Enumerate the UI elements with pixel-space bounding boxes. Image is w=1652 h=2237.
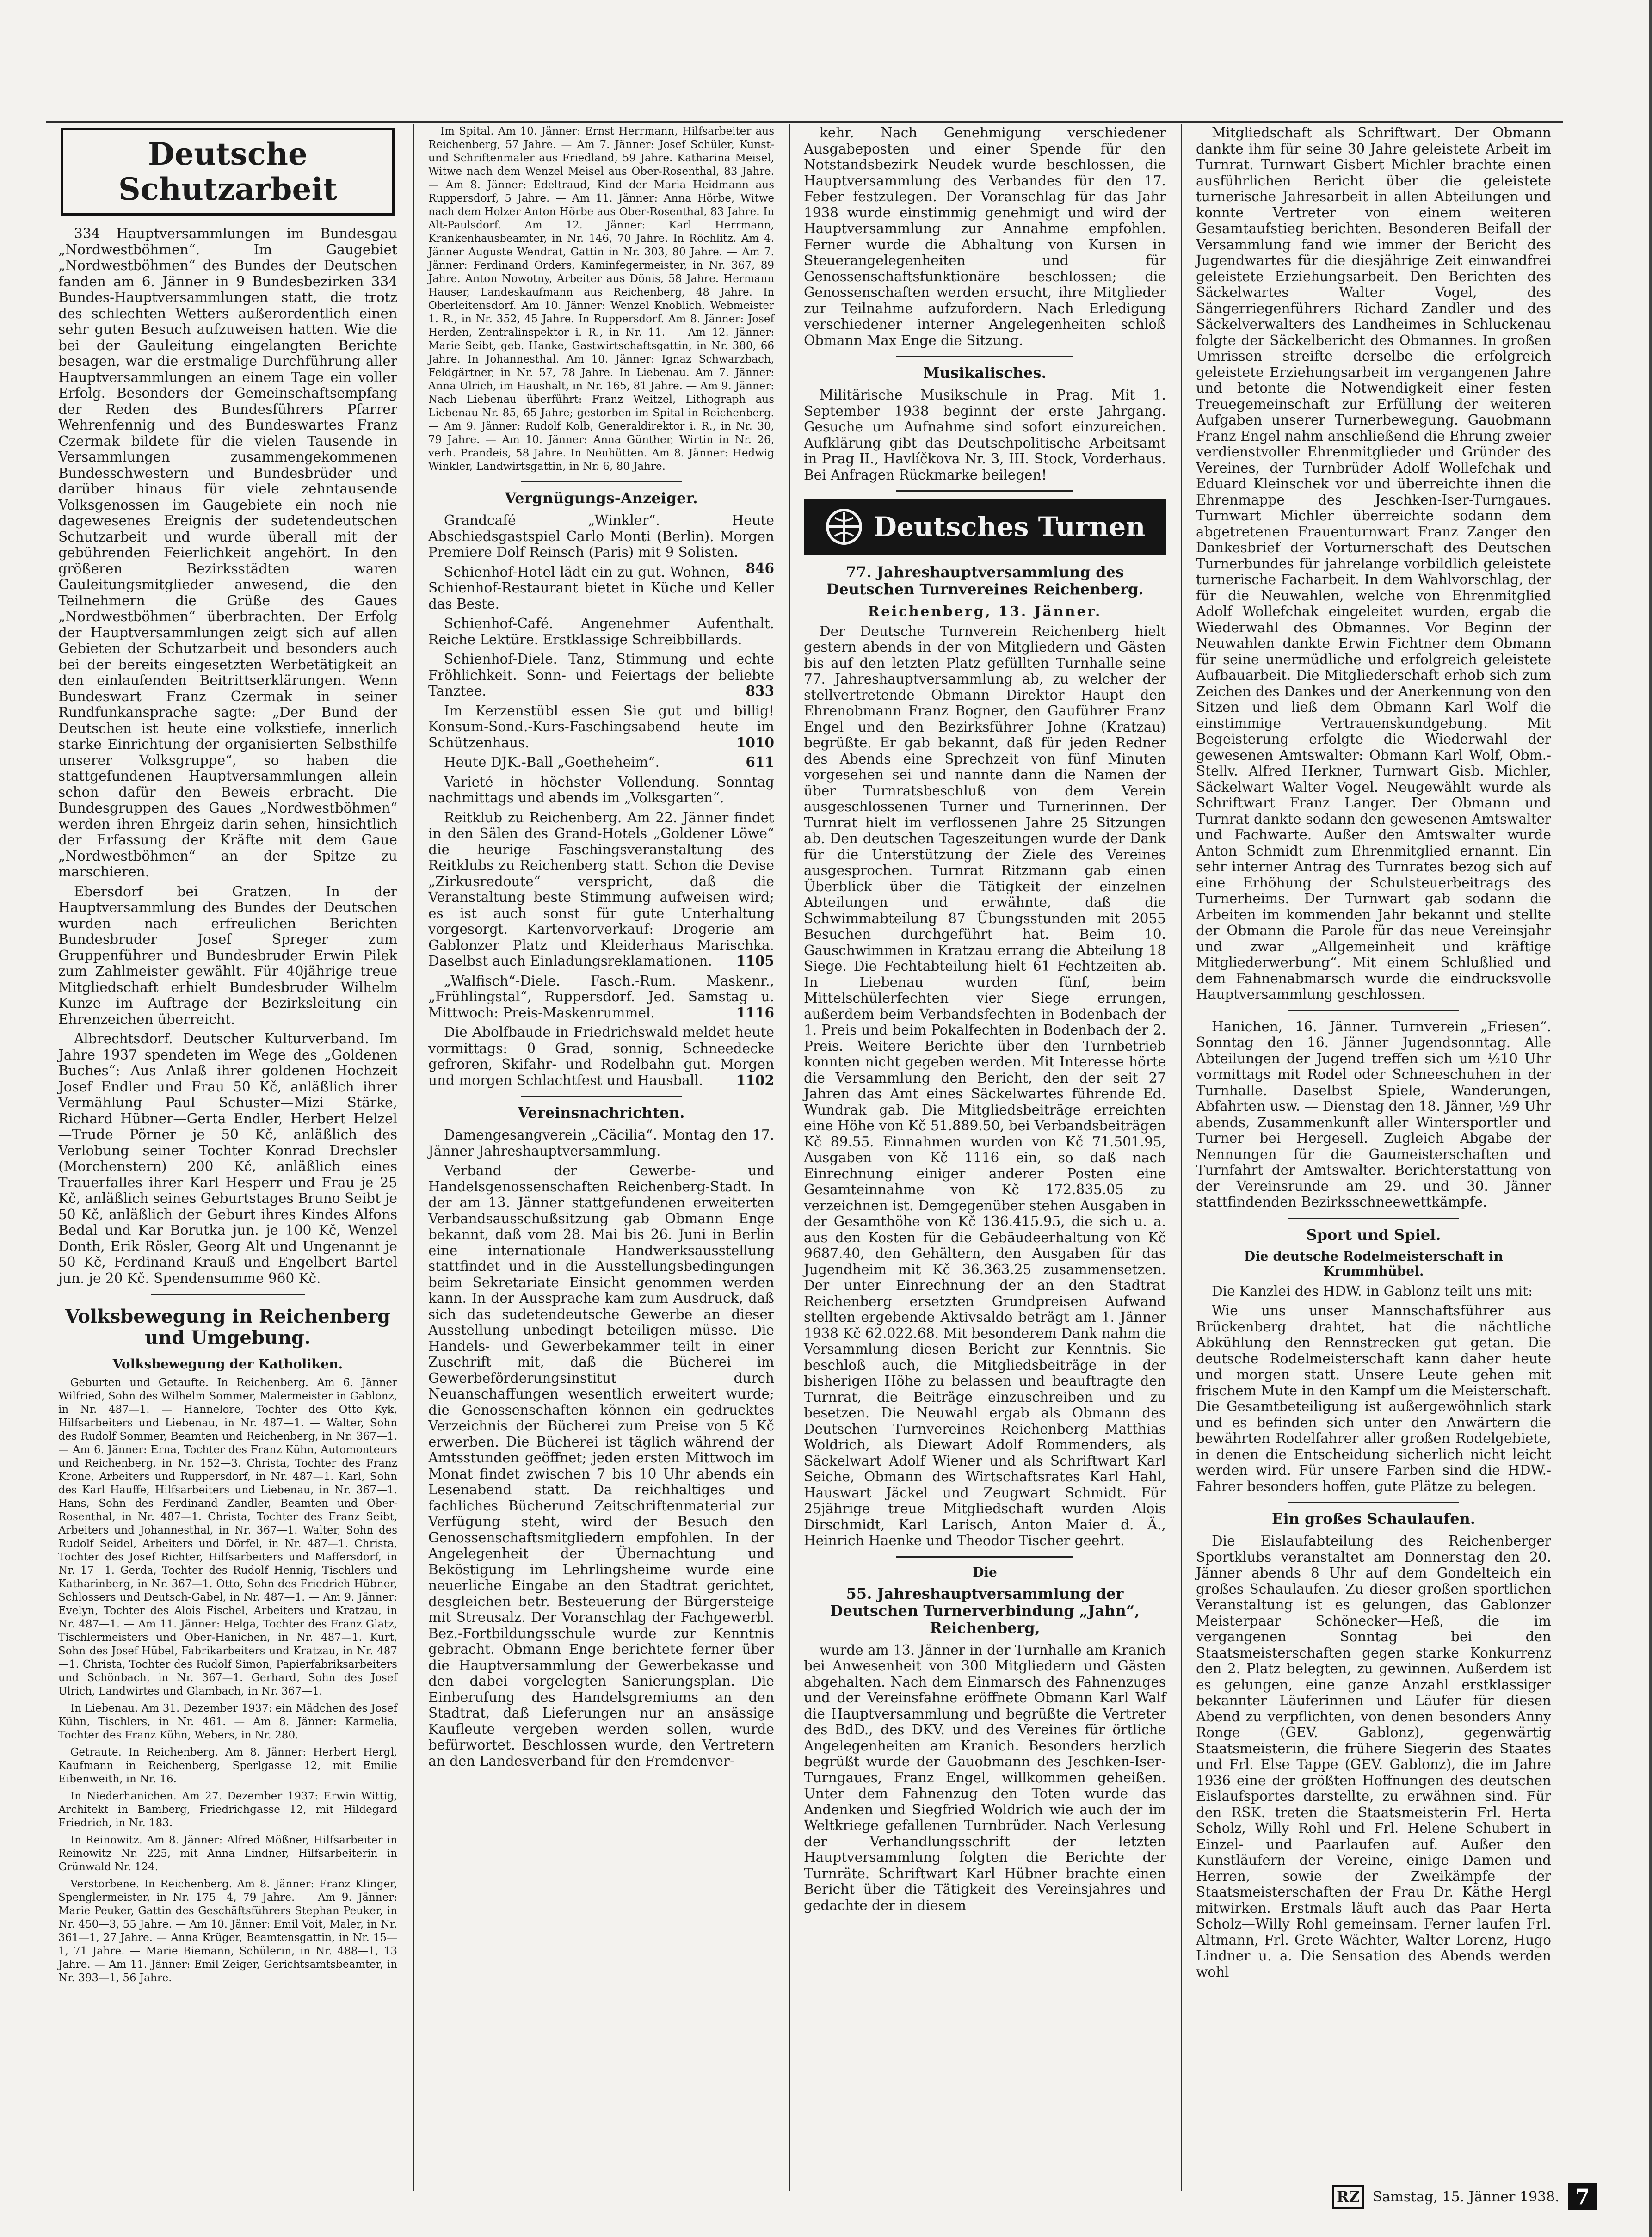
ad-text: Schienhof-Café. Angenehmer Aufenthalt. Reiche Lektüre. Erstklassige Schreibbillards. [428, 616, 774, 647]
column-4 [1184, 125, 1563, 2178]
ad-number: 611 [746, 754, 774, 770]
page-number: 7 [1568, 2183, 1597, 2210]
list-liebenau: In Liebenau. Am 31. Dezember 1937: ein Mädchen des Josef Kühn, Tischlers, in Nr. 461. — Am 8. Jänner: Karmelia, Tochter des Franz Kühn, Webers, in Nr. 280. [58, 1702, 397, 1741]
turner-cross-icon [825, 507, 863, 546]
heading-rodelmeisterschaft: Die deutsche Rodelmeisterschaft in Krummhübel. [1244, 1248, 1504, 1279]
subheading-katholiken: Volksbewegung der Katholiken. [112, 1356, 343, 1372]
page-edge [1649, 0, 1652, 2237]
column-3 [792, 125, 1178, 2183]
ad-number: 846 [746, 560, 774, 576]
ad-number: 1116 [736, 1004, 774, 1021]
divider [151, 1294, 305, 1295]
ad-text: Schienhof-Hotel lädt ein zu gut. Wohnen, Schienhof-Restaurant bietet in Küche und Keller das Beste. [428, 564, 774, 612]
column-2 [416, 125, 786, 2183]
column-divider-3 [1181, 124, 1182, 2191]
column-divider-2 [789, 124, 790, 2191]
divider [896, 490, 1073, 492]
footer-date: Samstag, 15. Jänner 1938. [1372, 2188, 1560, 2205]
heading-volksbewegung: Volksbewegung in Reichenberg und Umgebung. [65, 1306, 391, 1349]
article-jahn-cont: Mitgliedschaft als Schriftwart. Der Obmann dankte ihm für seine 30 Jahre geleistete Arbeit im Turnrat. Turnwart Gisbert Michler brachte einen ausführlichen Bericht über die geleistete turnerische Jahresarbeit in allen Abteilungen und konnte Vertreter von einem weiteren Gesamtaufstieg berichten. Besonderen Beifall der Versammlung fand wie immer der Bericht des Jugendwartes für die diesjährige Zeit einwandfrei geleistete Erziehungsarbeit. Den Berichten des Säckelwartes Walter Vogel, des Sängerriegenführers Richard Zandler und des Säckelverwalters des Landheimes in Schluckenau folgte der Säckelbericht des Obmannes. In großen Umrissen streifte derselbe die erfolgreich geleistete Erziehungsarbeit im vergangenen Jahre und betonte die Notwendigkeit einer festen Treuegemeinschaft zur Erfüllung der weiteren Aufgaben unserer Turnerbewegung. Gauobmann Franz Engel nahm anschließend die Ehrung zweier verdienstvoller Ehrenmitglieder und Gründer des Vereines, der Turnbrüder Adolf Wollefchak und Eduard Kleinschek vor und überreichte ihnen die Ehrenmappe des Jeschken-Iser-Turngaues. Turnwart Michler überreichte sodann dem abgetretenen Frauenturnwart Franz Zanger den Dankesbrief der Vorturnerschaft des Deutschen Turnerbundes für jahrelange vorbildlich geleistete turnerische Facharbeit. In dem Wahlvorschlag, der für die Neuwahlen, welche von Ehrenmitglied Adolf Wollefchak eingeleitet wurden, ergab die Wiederwahl des Obmannes. Vor Beginn der Neuwahlen dankte Erwin Fichtner dem Obmann für seine unermüdliche und erfolgreich geleistete Aufbauarbeit. Die Mitgliederschaft erhob sich zum Zeichen des Dankes und der Anerkennung von den Sitzen und ließ dem Obmann Karl Wolf die einstimmige Vertrauenskundgebung. Mit Begeisterung erfolgte die Wiederwahl der gewesenen Amtswalter: Obmann Karl Wolf, Obm.-Stellv. Alfred Herkner, Turnwart Gisb. Michler, Säckelwart Walter Vogel. Neugewählt wurde als Schriftwart Franz Langer. Der Obmann und Turnrat dankte sodann den gewesenen Amtswalter und Fachwarte. Außer den Amtswalter wurde Anton Schmidt zum Ehrenmitglied ernannt. Ein sehr interner Antrag des Turnrates bezog sich auf eine Erhöhung der Schulsteuerbeitrags des Turnerheims. Der Turnwart gab sodann die Arbeiten im kommenden Jahr bekannt und stellte der Obmann die Parole für das neue Vereinsjahr und zwar „Allgemeinheit und kräftige Mitgliederwerbung“. Mit einem Schlußlied und dem Fahnenabmarsch wurde die eindrucksvolle Hauptversammlung geschlossen. [1196, 125, 1551, 1002]
divider [521, 1096, 682, 1097]
article-musikschule: Militärische Musikschule in Prag. Mit 1. September 1938 beginnt der erste Jahrgang. Gesuche um Aufnahme sind sofort einzureichen. Aufklärung gibt das Deutschpolitische Arbeitsamt in Prag II., Havlíčkova Nr. 3, III. Stock, Vorderhaus. Bei Anfragen Rückmarke beilegen! [804, 387, 1166, 483]
article-jahn: wurde am 13. Jänner in der Turnhalle am Kranich bei Anwesenheit von 300 Mitgliedern und Gästen abgehalten. Nach dem Einmarsch des Fahnenzuges und der Vereinsfahne eröffnete Obmann Karl Walf die Hauptversammlung und begrüßte die Vertreter des BdD., des DKV. und des Vereines für örtliche Angelegenheiten am Kranich. Besonders herzlich begrüßt wurde der Gauobmann des Jeschken-Iser-Turngaues, Franz Engel, willkommen geheißen. Unter dem Fahnenzug den Toten wurde das Andenken und Siegfried Woldrich wie auch der im Weltkriege gefallenen Turnbrüder. Nach Verlesung der Verhandlungsschrift der letzten Hauptversammlung folgten die Berichte der Turnräte. Schriftwart Karl Hübner brachte einen Bericht über die Tätigkeit des Vereinsjahres und gedachte der in diesem [804, 1642, 1166, 1913]
ad-item [428, 1024, 774, 1088]
ad-text: Grandcafé „Winkler“. Heute Abschiedsgastspiel Carlo Monti (Berlin). Morgen Premiere Dolf Reinsch (Paris) mit 9 Solisten. [428, 512, 774, 560]
article-caecilia: Damengesangverein „Cäcilia“. Montag den 17. Jänner Jahreshauptversammlung. [428, 1127, 774, 1159]
heading-die: Die [973, 1564, 997, 1580]
dateline: Reichenberg, 13. Jänner. [868, 603, 1102, 619]
article-rodel: Wie uns unser Mannschaftsführer aus Brückenberg drahtet, hat die nächtliche Abkühlung den Rennstrecken gut getan. Die deutsche Rodelmeisterschaft kann daher heute und morgen statt. Unsere Leute gehen mit frischem Mute in den Kampf um die Meisterschaft. Die Gesamtbeteiligung ist außergewöhnlich stark und es befinden sich unter den Anwärtern die bewährten Rodelfahrer aller großen Rodelgebiete, in denen die Entscheidung sicherlich nicht leicht werden wird. Für unsere Farben sind die HDW.-Fahrer besonders hoffen, gute Plätze zu belegen. [1196, 1303, 1551, 1494]
article-gewerbe-cont: kehr. Nach Genehmigung verschiedener Ausgabeposten und einer Spende für den Notstandsbezirk Neudek wurde beschlossen, die Hauptversammlung des Verbandes für den 17. Feber festzulegen. Der Voranschlag für das Jahr 1938 wurde einstimmig genehmigt und wird der Hauptversammlung zur Annahme empfohlen. Ferner wurde die Abhaltung von Kursen in Steuerangelegenheiten und für Genossenschaftsfunktionäre beschlossen; die Genossenschaften werden ersucht, ihre Mitglieder zur Teilnahme aufzufordern. Nach Erledigung verschiedener interner Angelegenheiten schloß Obmann Max Enge die Sitzung. [804, 125, 1166, 348]
article-hauptversammlungen: 334 Hauptversammlungen im Bundesgau „Nordwestböhmen“. Im Gaugebiet „Nordwestböhmen“ des Bundes der Deutschen fanden am 6. Jänner in 9 Bundesbezirken 334 Bundes-Hauptversammlungen statt, die trotz des schlechten Wetters außerordentlich einen sehr guten Besuch aufzuweisen hatten. Wie die bei der Gauleitung eingelangten Berichte besagen, war die erstmalige Durchführung aller Hauptversammlungen an einem Tage ein voller Erfolg. Besonders der Gemeinschaftsempfang der Reden des Bundesführers Pfarrer Wehrenfennig und des Bundeswartes Franz Czermak bildete für die vielen Tausende in Versammlungen zusammengekommenen Bundesschwestern und Bundesbrüder und darüber hinaus für viele zehntausende Volksgenossen im Gaugebiete ein noch nie dagewesenes Ereignis der sudetendeutschen Schutzarbeit und wurde überall mit der gebührenden Feierlichkeit angehört. In den größeren Bezirksstädten waren Gauleitungsmitglieder anwesend, die den Teilnehmern die Grüße des Gaues „Nordwestböhmen“ überbrachten. Der Erfolg der Hauptversammlungen zeigt sich auf allen Gebieten der Schutzarbeit und besonders auch bei der bereits eingesetzten Werbetätigkeit an den einlaufenden Beitrittserklärungen. Wenn Bundeswart Franz Czermak in seiner Rundfunkansprache sagte: „Der Bund der Deutschen ist heute eine volkstiefe, innerlich starke Einrichtung der organisierten Selbsthilfe unserer Volksgruppe“, so haben die stattgefundenen Hauptversammlungen allein schon dafür den Beweis erbracht. Die Bundesgruppen des Gaues „Nordwestböhmen“ werden ihren Ehrgeiz darin sehen, hinsichtlich der Erfassung der Kräfte mit dem Gaue „Nordwestböhmen“ an der Spitze zu marschieren. [58, 226, 397, 880]
article-schaulaufen: Die Eislaufabteilung des Reichenberger Sportklubs veranstaltet am Donnerstag den 20. Jänner abends 8 Uhr auf dem Gondelteich ein großes Schaulaufen. Zu dieser großen sportlichen Veranstaltung ist es gelungen, das Gablonzer Meisterpaar Schönecker—Heß, die im vergangenen Sonntag bei den Staatsmeisterschaften gegen starke Konkurrenz den 2. Platz belegten, zu gewinnen. Außerdem ist es gelungen, eine ganze Anzahl erstklassiger bekannter Läuferinnen und Läufer für diesen Abend zu verpflichten, von denen besonders Anny Ronge (GEV. Gablonz), gegenwärtig Staatsmeisterin, die frühere Siegerin des Staates und Frl. Else Tappe (GEV. Gablonz), die im Jahre 1936 eine der größten Hoffnungen des deutschen Eislaufsportes darstellte, zu erwähnen sind. Für den RSK. treten die Staatsmeisterin Frl. Herta Scholz, Willy Rohl und Frl. Helene Schubert in Einzel- und Paarlaufen auf. Außer den Kunstläufern der Vereine, einige Damen und Herren, sowie der Zweikämpfe der Staatsmeisterschaften der Frau Dr. Käthe Hergl mitwirken. Erstmals läuft auch das Paar Herta Scholz—Willy Rohl gemeinsam. Ferner laufen Frl. Altmann, Frl. Grete Wächter, Walter Lorenz, Hugo Lindner u. a. Die Sensation des Abends werden wohl [1196, 1533, 1551, 1980]
article-hanichen: Hanichen, 16. Jänner. Turnverein „Friesen“. Sonntag den 16. Jänner Jugendsonntag. Alle Abteilungen der Jugend treffen sich um ½10 Uhr vormittags mit Rodel oder Schneeschuhen in der Turnhalle. Daselbst Spiele, Wanderungen, Abfahrten usw. — Dienstag den 18. Jänner, ½9 Uhr abends, Zusammenkunft aller Wintersportler und Turner bei Hergesell. Zugleich Abgabe der Nennungen für die Gaumeisterschaften und Turnfahrt der Amtswalter. Berichterstattung von der Vereinsrunde am 29. und 30. Jänner stattfindenden Bezirksschneewettkämpfe. [1196, 1018, 1551, 1210]
column-1 [46, 125, 409, 2183]
heading-vereinsnachrichten: Vereinsnachrichten. [518, 1104, 685, 1122]
column-divider-1 [413, 124, 414, 2191]
heading-vergnuegungs-anzeiger: Vergnügungs-Anzeiger. [505, 489, 698, 507]
heading-jahn: 55. Jahreshauptversammlung der Deutschen Turnerverbindung „Jahn“, Reichenberg, [830, 1584, 1140, 1637]
ad-item [428, 512, 774, 576]
ad-item [428, 616, 774, 647]
ad-text: Die Abolfbaude in Friedrichswald meldet heute vormittags: 0 Grad, sonnig, Schneedecke gefroren, Skifahr- und Rodelbahn gut. Morgen und morgen Schlachtfest und Hausball. [428, 1024, 774, 1088]
article-kanzlei: Die Kanzlei des HDW. in Gablonz teilt uns mit: [1212, 1283, 1533, 1299]
newspaper-logo: RZ [1332, 2185, 1364, 2209]
page-footer [1332, 2183, 1646, 2211]
article-albrechtsdorf: Albrechtsdorf. Deutscher Kulturverband. Im Jahre 1937 spendeten im Wege des „Goldenen Buches“: Aus Anlaß ihrer goldenen Hochzeit Josef Endler und Frau 50 Kč, anläßlich ihrer Vermählung Paul Schuster—Mizi Stärke, Richard Hübner—Gerta Endler, Herbert Helzel—Trude Pörner je 50 Kč, anläßlich des Verlobung seiner Tochter Konrad Drechsler (Morchenstern) 200 Kč, anläßlich eines Trauerfalles ihrer Karl Hesperr und Frau je 25 Kč, anläßlich seines Geburtstages Bruno Seibt je 50 Kč, anläßlich der Geburt ihres Kindes Alfons Bedal und Kar Borutka jun. je 100 Kč, Wenzel Donth, Erik Rösler, Georg Alt und Ungenannt je 50 Kč, Ferdinand Krauß und Engelbert Bartel jun. je 20 Kč. Spendensumme 960 Kč. [58, 1031, 397, 1286]
ad-number: 1010 [736, 734, 774, 751]
ad-item [428, 774, 774, 806]
list-verstorbene: Verstorbene. In Reichenberg. Am 8. Jänner: Franz Klinger, Spenglermeister, in Nr. 175—4, 79 Jahre. — Am 9. Jänner: Marie Peuker, Gattin des Geschäftsführers Stephan Peuker, in Nr. 450—3, 55 Jahre. — Am 10. Jänner: Emil Voit, Maler, in Nr. 361—1, 27 Jahre. — Anna Krüger, Beamtensgattin, in Nr. 15—1, 71 Jahre. — Marie Biemann, Schülerin, in Nr. 488—1, 13 Jahre. — Am 11. Jänner: Emil Zeiger, Gerichtsamtsbeamter, in Nr. 393—1, 56 Jahre. [58, 1878, 397, 1984]
divider [896, 1556, 1073, 1558]
ad-item [428, 651, 774, 699]
divider [896, 356, 1073, 357]
list-spital: Im Spital. Am 10. Jänner: Ernst Herrmann, Hilfsarbeiter aus Reichenberg, 57 Jahre. — Am 7. Jänner: Josef Schüler, Kunst- und Schriftenmaler aus Friedland, 59 Jahre. Katharina Meisel, Witwe nach dem Wenzel Meisel aus Ober-Rosenthal, 83 Jahre. — Am 8. Jänner: Edeltraud, Kind der Maria Heidmann aus Ruppersdorf, 5 Jahre. — Am 11. Jänner: Anna Hörbe, Witwe nach dem Holzer Anton Hörbe aus Ober-Rosenthal, 83 Jahre. In Alt-Paulsdorf. Am 12. Jänner: Karl Herrmann, Krankenhausbeamter, in Nr. 146, 70 Jahre. In Röchlitz. Am 4. Jänner Auguste Wendrat, Gattin in Nr. 303, 80 Jahre. — Am 7. Jänner: Ferdinand Orders, Kaminfegermeister, in Nr. 367, 89 Jahre. Anton Nowotny, Arbeiter aus Dönis, 58 Jahre. Hermann Hauser, Landeskaufmann aus Reichenberg, 48 Jahre. In Oberleitensdorf. Am 10. Jänner: Wenzel Knoblich, Webmeister 1. R., in Nr. 352, 45 Jahre. In Ruppersdorf. Am 8. Jänner: Josef Herden, Zentralinspektor i. R., in Nr. 11. — Am 12. Jänner: Marie Seibt, geb. Hanke, Gastwirtschaftsgattin, in Nr. 380, 66 Jahre. In Johannesthal. Am 10. Jänner: Ignaz Schwarzbach, Feldgärtner, in Nr. 57, 78 Jahre. In Liebenau. Am 7. Jänner: Anna Ulrich, im Haushalt, in Nr. 165, 81 Jahre. — Am 9. Jänner: Nach Liebenau überführt: Franz Weitzel, Lithograph aus Liebenau Nr. 85, 65 Jahre; gestorben im Spital in Reichenberg. — Am 9. Jänner: Rudolf Kolb, Generaldirektor i. R., in Nr. 30, 79 Jahre. — Am 10. Jänner: Anna Günther, Wirtin in Nr. 26, verh. Prandeis, 58 Jahre. In Neuhütten. Am 8. Jänner: Hedwig Winkler, Landwirtsgattin, in Nr. 6, 80 Jahre. [428, 125, 774, 473]
divider [1288, 1218, 1459, 1219]
section-title-schutzarbeit: Deutsche Schutzarbeit [61, 128, 395, 216]
list-geburten: Geburten und Getaufte. In Reichenberg. Am 6. Jänner Wilfried, Sohn des Wilhelm Sommer, Malermeister in Gablonz, in Nr. 487—1. — Hannelore, Tochter des Otto Kyk, Hilfsarbeiters und Liebenau, in Nr. 487—1. — Walter, Sohn des Rudolf Sommer, Beamten und Reichenberg, in Nr. 367—1. — Am 6. Jänner: Erna, Tochter des Franz Kühn, Automonteurs und Reichenberg, in Nr. 152—3. Christa, Tochter des Franz Krone, Arbeiters und Ruppersdorf, in Nr. 487—1. Karl, Sohn des Karl Hauffe, Hilfsarbeiters und Liebenau, in Nr. 367—1. Hans, Sohn des Ferdinand Zandler, Beamten und Ober-Rosenthal, in Nr. 487—1. Christa, Tochter des Franz Seibt, Arbeiters und Johannesthal, in Nr. 367—1. Walter, Sohn des Rudolf Seidel, Arbeiters und Dörfel, in Nr. 487—1. Christa, Tochter des Josef Richter, Hilfsarbeiters und Maffersdorf, in Nr. 17—1. Gerda, Tochter des Rudolf Hennig, Tischlers und Katharinberg, in Nr. 367—1. Otto, Sohn des Friedrich Hübner, Schlossers und Deutsch-Gabel, in Nr. 487—1. — Am 9. Jänner: Evelyn, Tochter des Alois Fischel, Arbeiters und Kratzau, in Nr. 487—1. — Am 11. Jänner: Helga, Tochter des Franz Glatz, Tischlermeisters und Ober-Hanichen, in Nr. 487—1. Kurt, Sohn des Josef Hübel, Fabrikarbeiters und Kratzau, in Nr. 487—1. Christa, Tochter des Rudolf Simon, Papierfabriksarbeiters und Schönbach, in Nr. 367—1. Gerhard, Sohn des Josef Ulrich, Landwirtes und Glambach, in Nr. 367—1. [58, 1377, 397, 1697]
ad-item [428, 810, 774, 969]
ad-item [428, 973, 774, 1021]
article-gewerbe: Verband der Gewerbe- und Handelsgenossenschaften Reichenberg-Stadt. In der am 13. Jänner stattgefundenen erweiterten Verbandsausschußsitzung gab Obmann Enge bekannt, daß vom 28. Mai bis 26. Juni in Berlin eine internationale Handwerksausstellung stattfindet und in die Ausstellungsbedingungen beim Sekretariate Einsicht genommen werden kann. In der Aussprache kam zum Ausdruck, daß sich das sudetendeutsche Gewerbe an dieser Ausstellung unbedingt beteiligen müsse. Die Handels- und Gewerbekammer teilt in einer Zuschrift mit, daß die Bücherei im Gewerbeförderungsinstitut durch Neuanschaffungen wesentlich erweitert wurde; die Genossenschaften können ein gedrucktes Verzeichnis der Bücherei zum Preise von 5 Kč erwerben. Die Bücherei ist täglich während der Amtsstunden geöffnet; jeden ersten Mittwoch im Monat findet zwischen 7 bis 10 Uhr abends ein Lesenabend statt. Da reichhaltiges und fachliches Bücherund Zeitschriftenmaterial zur Verfügung steht, wird der Besuch den Genossenschaftsmitgliedern empfohlen. In der Angelegenheit der Übernachtung und Beköstigung im Lehrlingsheime wurde eine neuerliche Eingabe an den Stadtrat gerichtet, desgleichen betr. Besteuerung der Bürgersteige mit Streusalz. Der Voranschlag der Fachgewerbl. Bez.-Fortbildungsschule wurde zur Kenntnis gebracht. Obmann Enge berichtete ferner über die Hauptversammlung der Gewerbekasse und den dabei vorgelegten Sanierungsplan. Die Einberufung des Handelsgremiums an den Stadtrat, daß Lieferungen nur an ansässige Kaufleute vergeben werden sollen, wurde befürwortet. Beschlossen wurde, den Vertretern an den Landesverband für den Fremdenver- [428, 1163, 774, 1769]
ads-list [428, 512, 774, 1088]
list-getraute: Getraute. In Reichenberg. Am 8. Jänner: Herbert Hergl, Kaufmann in Reichenberg, Sperlgasse 12, mit Emilie Eibenweith, in Nr. 16. [58, 1746, 397, 1785]
banner-deutsches-turnen [804, 499, 1166, 555]
divider [1288, 1010, 1459, 1011]
divider [521, 481, 682, 482]
ad-number: 1102 [736, 1072, 774, 1088]
heading-musikalisches: Musikalisches. [923, 364, 1047, 382]
ad-text: Schienhof-Diele. Tanz, Stimmung und echte Fröhlichkeit. Sonn- und Feiertags der beliebte Tanztee. [428, 651, 774, 699]
ad-item [428, 564, 774, 612]
ad-text: Varieté in höchster Vollendung. Sonntag nachmittags und abends im „Volksgarten“. [428, 774, 774, 806]
ad-item [428, 754, 774, 770]
list-niederhanichen: In Niederhanichen. Am 27. Dezember 1937: Erwin Wittig, Architekt in Bamberg, Friedrichgasse 12, mit Hildegard Friedrich, in Nr. 183. [58, 1790, 397, 1829]
list-reinowitz: In Reinowitz. Am 8. Jänner: Alfred Mößner, Hilfsarbeiter in Reinowitz Nr. 225, mit Anna Lindner, Hilfsarbeiterin in Grünwald Nr. 124. [58, 1834, 397, 1873]
article-ebersdorf: Ebersdorf bei Gratzen. In der Hauptversammlung des Bundes der Deutschen wurden nach erfreulichen Berichten Bundesbruder Josef Spreger zum Gruppenführer und Bundesbruder Erwin Pilek zum Zahlmeister gewählt. Für 40jährige treue Mitgliedschaft erhielt Bundesbruder Wilhelm Kunze im Auftrage der Bezirksleitung ein Ehrenzeichen überreicht. [58, 883, 397, 1027]
heading-sport-und-spiel: Sport und Spiel. [1306, 1226, 1441, 1244]
heading-jahreshauptversammlung: 77. Jahreshauptversammlung des Deutschen Turnvereines Reichenberg. [826, 563, 1144, 598]
divider [1288, 1502, 1459, 1503]
ad-text: Reitklub zu Reichenberg. Am 22. Jänner findet in den Sälen des Grand-Hotels „Goldener Löwe“ die heurige Faschingsveranstaltung des Reitklubs zu Reichenberg statt. Schon die Devise „Zirkusredoute“ verspricht, daß die Veranstaltung beste Stimmung aufweisen wird; es ist auch sonst für gute Unterhaltung vorgesorgt. Kartenvorverkauf: Drogerie am Gablonzer Platz und Kleiderhaus Marischka. Daselbst auch Einladungsreklamationen. [428, 809, 774, 969]
ad-item [428, 703, 774, 751]
ad-text: „Walfisch“-Diele. Fasch.-Rum. Maskenr., „Frühlingstal“, Ruppersdorf. Jed. Samstag u. Mittwoch: Preis-Maskenrummel. [428, 973, 774, 1021]
heading-schaulaufen: Ein großes Schaulaufen. [1272, 1510, 1475, 1528]
banner-label: Deutsches Turnen [873, 511, 1146, 542]
ad-number: 1105 [736, 953, 774, 969]
top-rule [46, 121, 1563, 123]
ad-number: 833 [746, 683, 774, 699]
article-turnverein: Der Deutsche Turnverein Reichenberg hielt gestern abends in der von Mitgliedern und Gästen bis auf den letzten Platz gefüllten Turnhalle seine 77. Jahreshauptversammlung ab, zu welcher der stellvertretende Obmann Direktor Haupt den Ehrenobmann Franz Bogner, den Gauführer Franz Engel und den Bezirksführer Johne (Kratzau) begrüßte. Er gab bekannt, daß für jeden Redner des Abends eine Sprechzeit von fünf Minuten vorgesehen sei und nannte dann die Namen der über Turnratsbeschluß von dem Verein ausgeschlossenen Turner und Turnerinnen. Der Turnrat hielt im verflossenen Jahre 25 Sitzungen ab. Den deutschen Tageszeitungen wurde der Dank für die Unterstützung der Ziele des Vereines ausgesprochen. Turnrat Ritzmann gab einen Überblick über die Tätigkeit der einzelnen Abteilungen und erwähnte, daß die Schwimmabteilung 87 Übungsstunden mit 2055 Besuchen durchgeführt hat. Beim 10. Gauschwimmen in Kratzau errang die Abteilung 18 Siege. Die Fechtabteilung hielt 61 Fechtzeiten ab. In Liebenau wurden fünf, beim Mittelschülerfechten vier Siege errungen, außerdem beim Verbandsfechten in Bodenbach der 1. Preis und beim Pokalfechten in Bodenbach der 2. Preis. Weitere Berichte über den Turnbetrieb konnten nicht gegeben werden. Mit Interesse hörte die Versammlung den Bericht, den der seit 27 Jahren das Amt eines Säckelwartes führende Ed. Wundrak gab. Die Mitgliedsbeiträge erreichten eine Höhe von Kč 51.889.50, bei Verbandsbeiträgen Kč 89.55. Einnahmen wurden von Kč 71.501.95, Ausgaben von Kč 1116 ein, so daß nach Einrechnung einiger anderer Posten eine Gesamteinnahme von Kč 172.835.05 zu verzeichnen ist. Demgegenüber stehen Ausgaben in der Gesamthöhe von Kč 136.415.95, die sich u. a. aus den Kosten für die Gebäudeerhaltung von Kč 9687.40, den Gehältern, den Ausgaben für das Jugendheim mit Kč 36.363.25 zusammensetzen. Der unter Einrechnung der an den Stadtrat Reichenberg ersetzten Grundpreisen Aufwand stellten ergebende Aktivsaldo beträgt am 1. Jänner 1938 Kč 62.022.68. Mit besonderem Dank nahm die Versammlung diesen Bericht zur Kenntnis. Sie beschloß auch, die Mitgliedsbeiträge in der bisherigen Höhe zu belassen und beauftragte den Turnrat, die Beiträge einzuschreiben und zu besetzen. Die Neuwahl ergab als Obmann des Deutschen Turnvereines Reichenberg Matthias Woldrich, als Diewart Adolf Rommenders, als Säckelwart Adolf Wiener und als Schriftwart Karl Seiche, Obmann des Wirtschaftsrates Karl Hahl, Hauswart Jäckel und Zeugwart Schmidt. Für 25jährige treue Mitgliedschaft wurden Alois Dirschmidt, Karl Larisch, Anton Maier d. Ä., Heinrich Haenke und Theodor Tischer geehrt. [804, 623, 1166, 1548]
ad-text: Im Kerzenstübl essen Sie gut und billig! Konsum-Sond.-Kurs-Faschingsabend heute im Schützenhaus. [428, 703, 774, 751]
ad-text: Heute DJK.-Ball „Goetheheim“. [444, 754, 660, 770]
